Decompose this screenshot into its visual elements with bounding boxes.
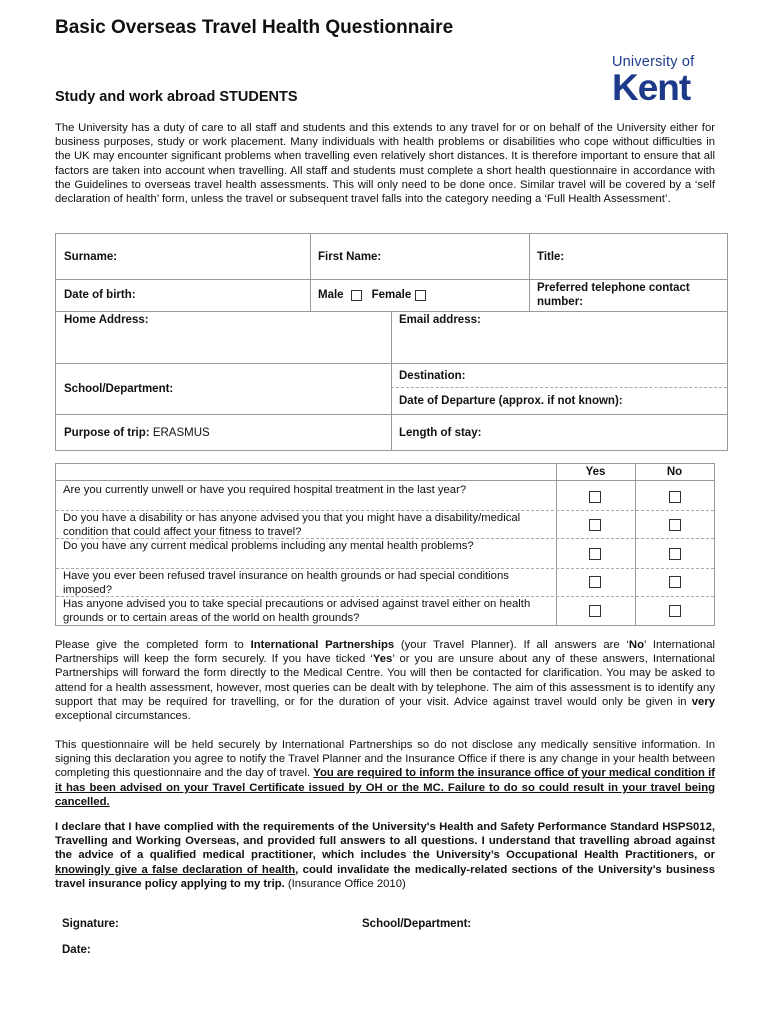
- logo-line1: University of: [612, 54, 695, 70]
- female-label: Female: [371, 289, 412, 301]
- phone-field[interactable]: [529, 279, 727, 311]
- surname-field[interactable]: [56, 234, 310, 279]
- q1-yes-checkbox[interactable]: [589, 491, 601, 503]
- instructions-paragraph: Please give the completed form to International Partnerships (your Travel Planner). If all answers are ‘No’ International Partnerships will keep the form securely. If you have ticked ‘Yes’ or you are unsure about any of these answers, International Partnerships will forward the form directly to the Medical Centre. You will then be contacted for clarification. You may be asked to attend for a health assessment, however, most queries can be dealt with by telephone. The aim of this assessment is to identify any support that may be required for travelling, or for the duration of your visit. Advice against travel would only be given in very exceptional circumstances.: [55, 639, 715, 723]
- first-name-label: First Name:: [318, 250, 382, 263]
- dob-field[interactable]: [56, 279, 310, 311]
- intro-paragraph: The University has a duty of care to all staff and students and this extends to any travel for or on behalf of the University either for business purposes, study or work placement. Many individuals with health problems or disabilities who cope without difficulties in the UK may encounter significant problems when travelling even relatively short distances. It is therefore important to ensure that all factors are taken into account when travelling. All staff and students must complete a short health questionnaire in accordance with the Guidelines to overseas travel health assessments. This will only need to be done once. Similar travel will be covered by a ‘self declaration of health’ form, unless the travel or subsequent travel falls into the category needing a ‘Full Health Assessment’.: [55, 122, 715, 206]
- q5-no-checkbox[interactable]: [669, 605, 681, 617]
- female-checkbox[interactable]: [415, 290, 426, 301]
- purpose-field[interactable]: [56, 414, 391, 451]
- q4-no-checkbox[interactable]: [669, 576, 681, 588]
- male-checkbox[interactable]: [351, 290, 362, 301]
- page-subtitle: Study and work abroad STUDENTS: [55, 89, 298, 105]
- destination-label: Destination:: [399, 369, 466, 382]
- departure-field[interactable]: [391, 387, 727, 414]
- email-label: Email address:: [399, 314, 481, 326]
- q2-no-checkbox[interactable]: [669, 519, 681, 531]
- personal-details-form: [55, 233, 728, 451]
- school-label: School/Department:: [64, 383, 174, 395]
- health-question-2: Do you have a disability or has anyone advised you that you might have a disability/medical condition that could affect your fitness to travel?: [63, 512, 521, 538]
- purpose-label: Purpose of trip:: [64, 426, 150, 439]
- health-question-3: Do you have any current medical problems including any mental health problems?: [63, 540, 474, 552]
- length-field[interactable]: [391, 414, 727, 451]
- university-logo: [612, 55, 712, 107]
- q3-yes-checkbox[interactable]: [589, 548, 601, 560]
- footer-school-label: School/Department:: [362, 918, 472, 930]
- title-label: Title:: [537, 250, 565, 263]
- first-name-field[interactable]: [310, 234, 529, 279]
- phone-label: Preferred telephone contact number:: [537, 282, 690, 308]
- health-question-1: Are you currently unwell or have you required hospital treatment in the last year?: [63, 484, 467, 496]
- date-label: Date:: [62, 944, 91, 956]
- destination-field[interactable]: [391, 364, 727, 387]
- q5-yes-checkbox[interactable]: [589, 605, 601, 617]
- length-label: Length of stay:: [399, 426, 482, 439]
- gender-field: [310, 279, 529, 311]
- health-question-5: Has anyone advised you to take special precautions or advised against travel either on health grounds or to certain areas of the world on health grounds?: [63, 598, 531, 624]
- departure-label: Date of Departure (approx. if not known):: [399, 394, 623, 407]
- privacy-paragraph: This questionnaire will be held securely by International Partnerships so do not disclose any medically sensitive information. In signing this declaration you agree to notify the Travel Planner and the Insurance Office if there is any change in your health between completing this questionnaire and the day of travel. You are required to inform the insurance office of your medical condition if it has been advised on your Travel Certificate issued by OH or the MC. Failure to do so could result in your travel being cancelled.: [55, 739, 715, 808]
- no-header: No: [666, 466, 683, 478]
- page-title: Basic Overseas Travel Health Questionnaire: [55, 17, 454, 38]
- title-field[interactable]: [529, 234, 727, 279]
- dob-label: Date of birth:: [64, 289, 136, 301]
- yes-header: Yes: [585, 466, 606, 478]
- school-field[interactable]: [56, 364, 391, 414]
- email-field[interactable]: [391, 313, 727, 327]
- home-address-field[interactable]: [56, 313, 391, 327]
- q4-yes-checkbox[interactable]: [589, 576, 601, 588]
- surname-label: Surname:: [64, 250, 118, 263]
- q1-no-checkbox[interactable]: [669, 491, 681, 503]
- home-address-label: Home Address:: [64, 314, 149, 326]
- health-question-4: Have you ever been refused travel insurance on health grounds or had special conditions imposed?: [63, 570, 509, 596]
- logo-line2: Kent: [612, 67, 691, 108]
- signature-label: Signature:: [62, 918, 119, 930]
- q3-no-checkbox[interactable]: [669, 548, 681, 560]
- male-label: Male: [318, 289, 344, 301]
- health-questions-table: [55, 463, 715, 626]
- q2-yes-checkbox[interactable]: [589, 519, 601, 531]
- purpose-value: ERASMUS: [152, 426, 210, 439]
- declaration-paragraph: I declare that I have complied with the requirements of the University's Health and Safety Performance Standard HSPS012, Travelling and Working Overseas, and provided full answers to all questions. I understand that travelling abroad against the advice of a qualified medical practitioner, which includes the University’s Occupational Health Practitioners, or knowingly give a false declaration of health, could invalidate the medically-related sections of the University's business travel insurance policy applying to my trip. (Insurance Office 2010): [55, 821, 715, 890]
